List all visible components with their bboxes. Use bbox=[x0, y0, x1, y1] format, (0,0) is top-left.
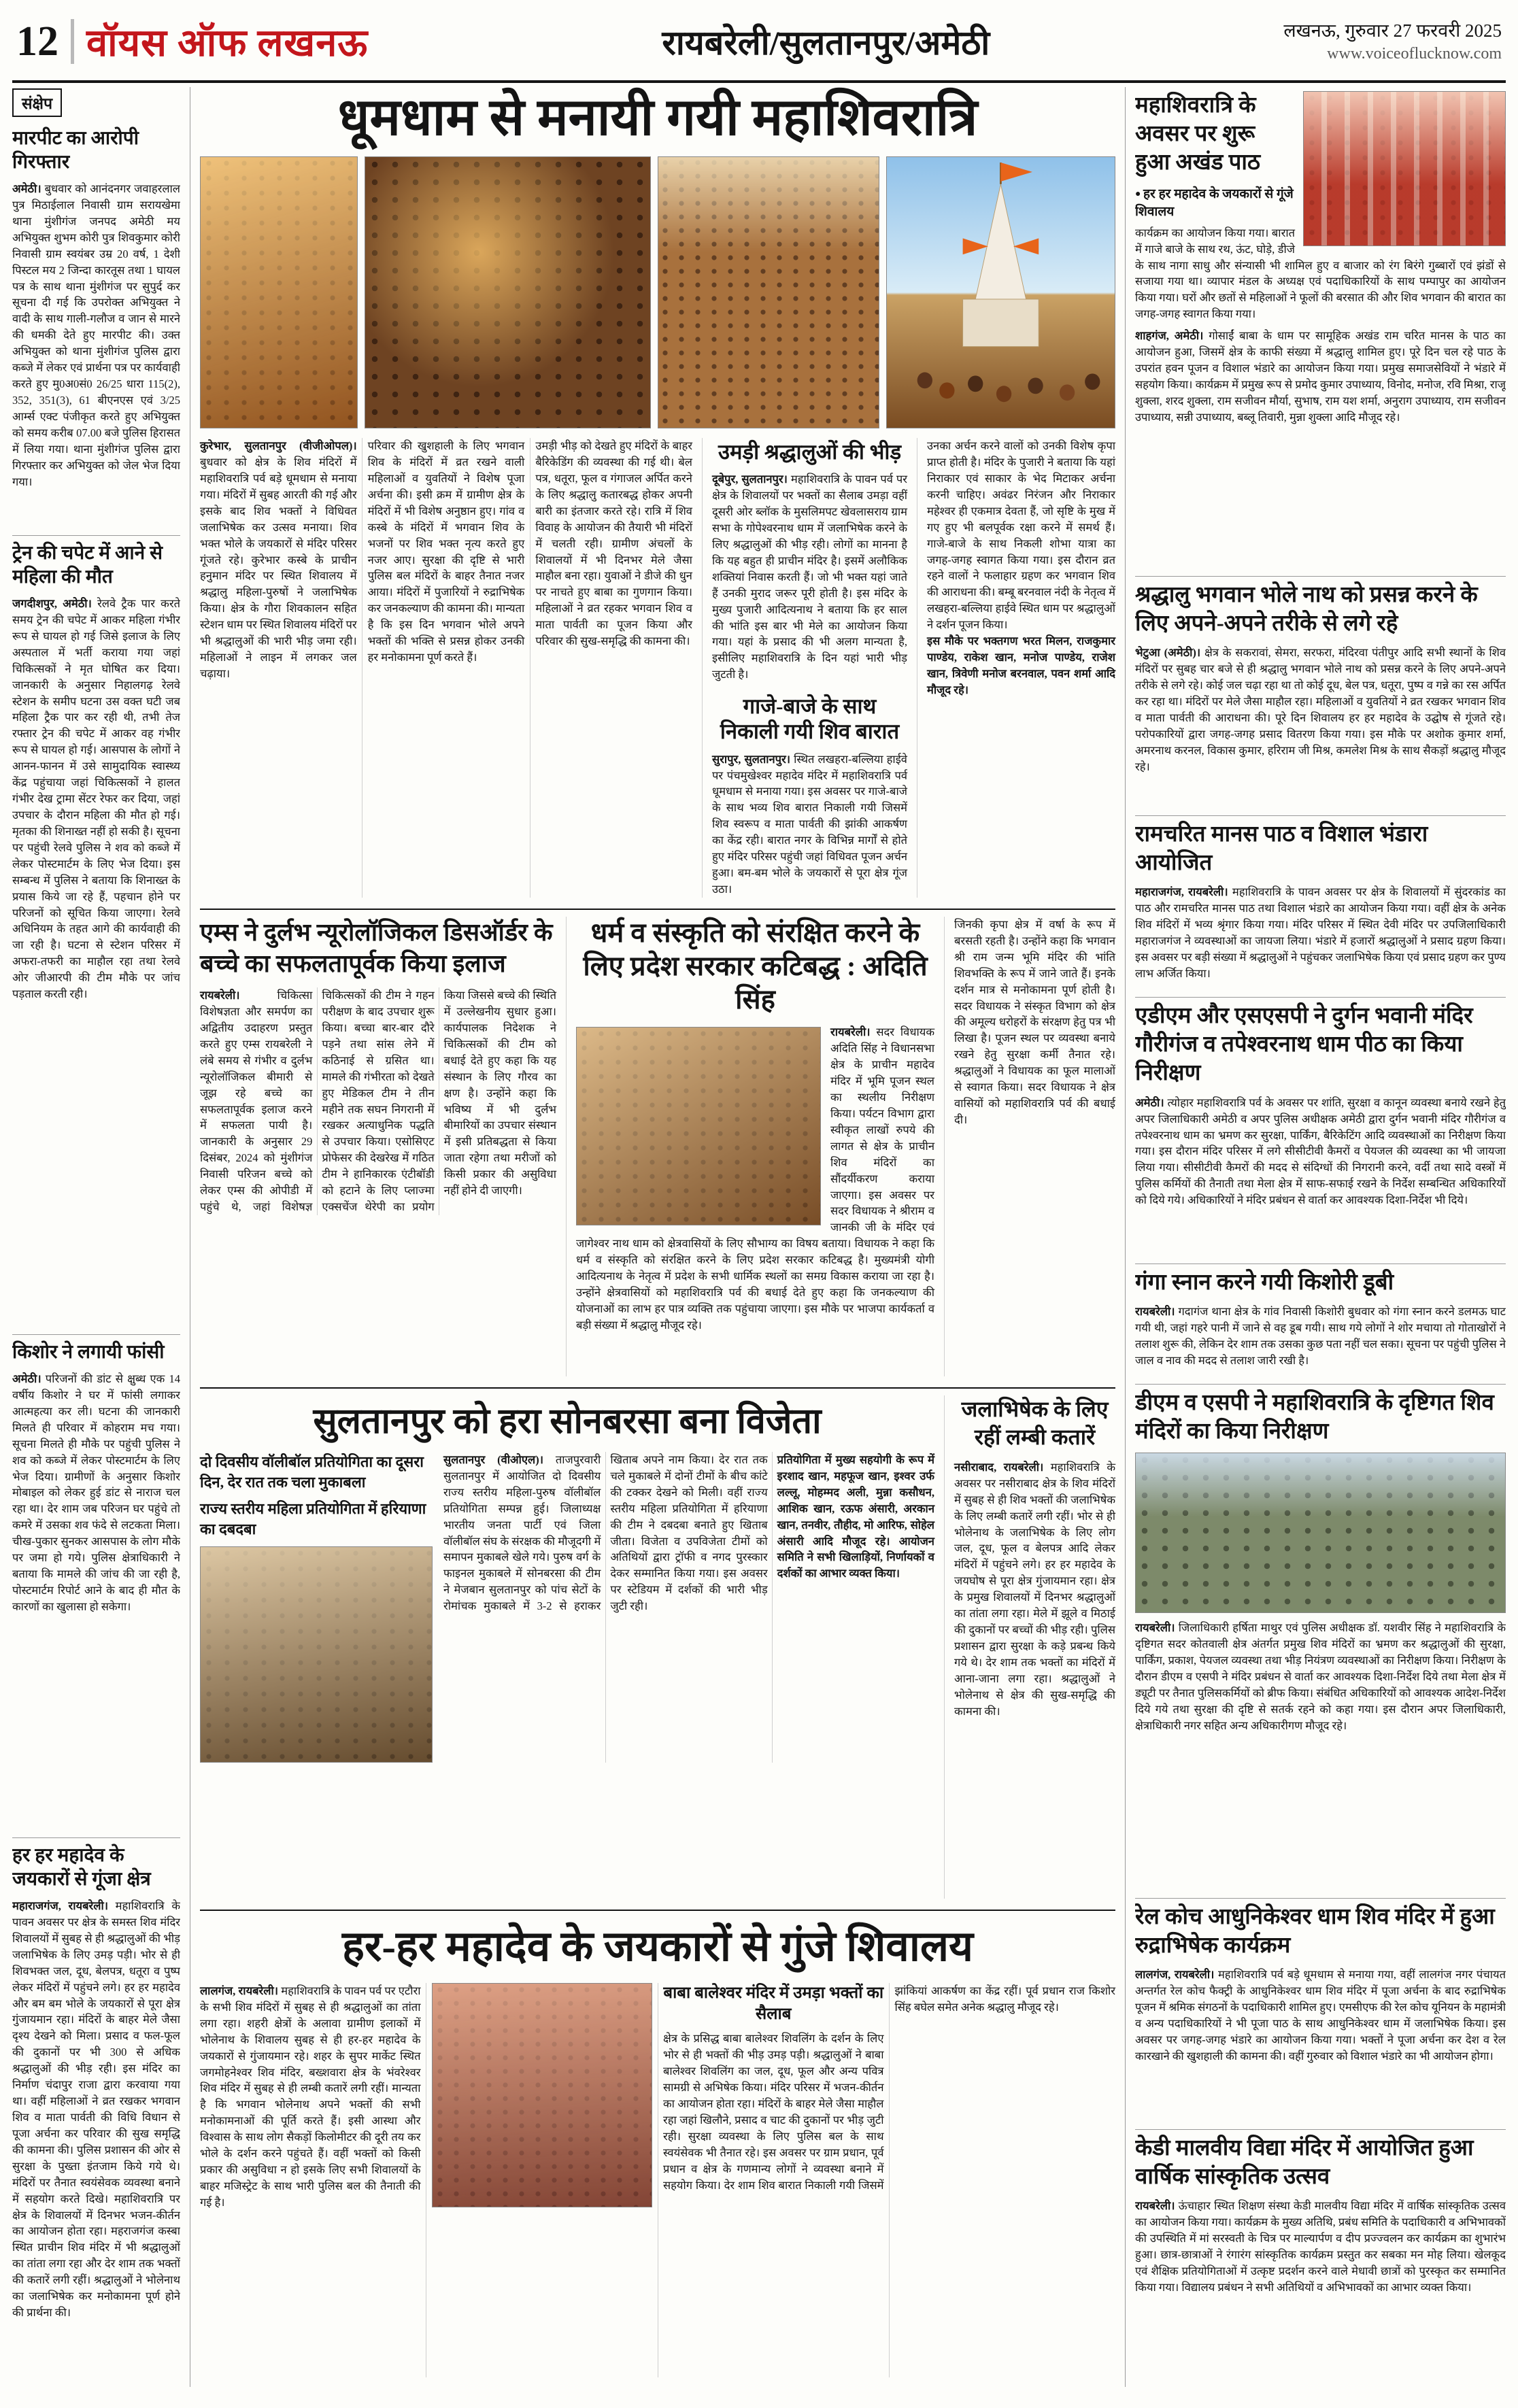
drowned-dateline: रायबरेली। bbox=[1135, 1305, 1175, 1319]
photo-akhand-path-gathering bbox=[1303, 91, 1506, 246]
volleyball-dateline: सुलतानपुर (वीओएल)। bbox=[443, 1453, 543, 1466]
bhetua-headline: श्रद्धालु भगवान भोले नाथ को प्रसन्न करने के लिए अपने-अपने तरीके से लगे रहे bbox=[1135, 583, 1478, 637]
aiims-body: चिकित्सा विशेषज्ञता और समर्पण का अद्वितीय उदाहरण प्रस्तुत करते हुए एम्स रायबरेली ने लंबे समय से गंभीर व दुर्लभ न्यूरोलॉजिकल बीमारी से जूझ रहे बच्चे का सफलतापूर्वक इलाज करने में सफलता पायी है। जानकारी के अनुसार 29 दिसंबर, 2024 को मुंशीगंज निवासी परिजन बच्चे को लेकर एम्स की ओपीडी में पहुंचे थे, जहां विशेषज्ञ चिकित्सकों की टीम ने गहन परीक्षण के बाद उपचार शुरू किया। बच्चा बार-बार दौरे पड़ने तथा सांस लेने में कठिनाई से ग्रसित था। मामले की गंभीरता को देखते हुए मेडिकल टीम ने तीन महीने तक सघन निगरानी में रखकर अत्याधुनिक पद्धति से उपचार किया। एसोसिएट प्रोफेसर की देखरेख में गठित टीम ने हानिकारक एंटीबॉडी को हटाने के लिए प्लाज्मा एक्सचेंज थेरेपी का प्रयोग किया जिससे बच्चे की स्थिति में उल्लेखनीय सुधार हुआ। कार्यपालक निदेशक ने चिकित्सकों की टीम को बधाई देते हुए कहा कि यह संस्थान के लिए गौरव का क्षण है। उन्होंने कहा कि भविष्य में भी दुर्लभ बीमारियों का उपचार संस्थान में इसी प्रतिबद्धता से किया जाता रहेगा तथा मरीजों को किसी प्रकार की असुविधा नहीं होने दी जाएगी। bbox=[200, 989, 556, 1214]
volleyball-subhead-1: दो दिवसीय वॉलीबॉल प्रतियोगिता का दूसरा दिन, देर रात तक चला मुकाबला bbox=[200, 1453, 424, 1491]
aiims-headline: एम्स ने दुर्लभ न्यूरोलॉजिकल डिसऑर्डर के बच्चे का सफलतापूर्वक किया इलाज bbox=[200, 918, 553, 977]
mid-section-row bbox=[200, 909, 1115, 1376]
kd-malviya-dateline: रायबरेली। bbox=[1135, 2199, 1175, 2213]
lead-headline: धूमधाम से मनायी गयी महाशिवरात्रि bbox=[337, 89, 978, 146]
jalabhishek-dateline: नसीराबाद, रायबरेली। bbox=[954, 1460, 1044, 1474]
edition-dateline: लखनऊ, गुरुवार 27 फरवरी 2025 bbox=[1283, 20, 1502, 41]
umdi-body: महाशिवरात्रि के पावन पर्व पर क्षेत्र के शिवालयों पर भक्तों का सैलाब उमड़ा वहीं दूसरी ओर ब्लॉक के मुसलिमपट खेवलासराय ग्राम सभा के गोपेश्वरनाथ धाम में जलाभिषेक करने के लिए श्रद्धालुओं की भीड़ रही। लोगों का मानना है कि यह बहुत ही प्राचीन मंदिर है। इसमें अलौकिक शक्तियां निवास करती हैं। जो भी भक्त यहां जाते हैं उनकी मुराद जरूर पूरी होती है। इस मंदिर के मुख्य पुजारी आदित्यनाथ ने बताया कि हर साल की भांति इस बार भी मेले का आयोजन किया गया। यहां के प्रसाद की भी अलग मान्यता है, इसीलिए महाशिवरात्रि के दिन यहां भारी भीड़ जुटती है। bbox=[712, 473, 907, 681]
lead-tail-text: उनका अर्चन करने वालों को उनकी विशेष कृपा प्राप्त होती है। मंदिर के पुजारी ने बताया कि यहां निराकार एवं साकार के भेद मिटाकर अर्चना करनी चाहिए। अवंढर निरंजन और निराकार महेश्वर ही एकमात्र देवता हैं, जो सृष्टि के मुख में गए हुए भी बलपूर्वक रक्षा करने में समर्थ हैं। गाजे-बाजे के साथ निकली शोभा यात्रा का जगह-जगह स्वागत किया गया। इस दौरान व्रत रहने वालों ने फलाहार ग्रहण कर भगवान शिव की आराधना की। बम्बू बरनवाल नंदी के नेतृत्व में लखहरा-बल्लिया हाईवे स्थित धाम पर श्रद्धालुओं ने दर्शन पूजन किया। bbox=[927, 439, 1115, 632]
volleyball-body-columns bbox=[443, 1452, 934, 1763]
manas-path-dateline: महाराजगंज, रायबरेली। bbox=[1135, 885, 1228, 899]
shivalay-subhead: बाबा बालेश्वर मंदिर में उमड़ा भक्तों का सैलाब bbox=[663, 1984, 884, 2024]
main-column bbox=[190, 87, 1125, 2387]
manas-path-headline: रामचरित मानस पाठ व विशाल भंडारा आयोजित bbox=[1135, 822, 1428, 876]
brief-headline: मारपीट का आरोपी गिरफ्तार bbox=[12, 128, 139, 173]
article-shivalay-banner bbox=[200, 1910, 1115, 2377]
dm-sp-headline: डीएम व एसपी ने महाशिवरात्रि के दृष्टिगत शिव मंदिरों का किया निरीक्षण bbox=[1135, 1390, 1494, 1444]
aiims-dateline: रायबरेली। bbox=[200, 989, 240, 1002]
article-manas-path-bhandara bbox=[1135, 816, 1506, 998]
photo-temple-interior-puja bbox=[365, 156, 651, 428]
brief-headline: ट्रेन की चपेट में आने से महिला की मौत bbox=[12, 543, 163, 588]
jalabhishek-headline: जलाभिषेक के लिए रहीं लम्बी कतारें bbox=[961, 1396, 1109, 1449]
article-aditi-singh bbox=[566, 917, 934, 1376]
brief-headline: हर हर महादेव के जयकारों से गूंजा क्षेत्र bbox=[12, 1845, 151, 1890]
kd-malviya-body: ऊंचाहार स्थित शिक्षण संस्था केडी मालवीय विद्या मंदिर में वार्षिक सांस्कृतिक उत्सव का आयोजन किया गया। कार्यक्रम के मुख्य अतिथि, प्रबंध समिति के पदाधिकारी व अभिभावकों की उपस्थिति में मां सरस्वती के चित्र पर माल्यार्पण व दीप प्रज्ज्वलन कर कार्यक्रम का शुभारंभ हुआ। छात्र-छात्राओं ने रंगारंग सांस्कृतिक कार्यक्रम प्रस्तुत कर सबका मन मोह लिया। खेलकूद एवं शैक्षिक प्रतियोगिताओं में उत्कृष्ट प्रदर्शन करने वाले मेधावी छात्रों को पुरस्कृत कर सम्मानित किया गया। विद्यालय प्रबंधन ने सभी अतिथियों व अभिभावकों का आभार व्यक्त किया। bbox=[1135, 2199, 1506, 2294]
right-rail bbox=[1125, 87, 1506, 2387]
akhand-path-body-2: गोसाईं बाबा के धाम पर सामूहिक अखंड राम चरित मानस के पाठ का आयोजन हुआ, जिसमें क्षेत्र के काफी संख्या में श्रद्धालु शामिल हुए। पूरे दिन चल रहे पाठ के उपरांत हवन पूजन व विशाल भंडारे का आयोजन किया गया। प्रमुख समाजसेवियों ने भंडारे में सहयोग किया। कार्यक्रम में प्रमुख रूप से प्रमोद कुमार उपाध्याय, विनोद, मनोज, रवि मिश्रा, राजू शुक्ला, शरद शुक्ला, राम सजीवन मौर्या, सुभाष, राम यश शर्मा, अनुराग उपाध्याय, राम सजीवन उपाध्याय, सन्नी उपाध्याय, बब्लू तिवारी, मुन्ना शुक्ला आदि मौजूद रहे। bbox=[1135, 329, 1506, 424]
briefs-kicker: संक्षेप bbox=[12, 88, 62, 117]
article-kd-malviya-utsav bbox=[1135, 2130, 1506, 2311]
drowned-headline: गंगा स्नान करने गयी किशोरी डूबी bbox=[1135, 1270, 1394, 1295]
article-adm-ssp-inspection bbox=[1135, 998, 1506, 1264]
brief-har-har-mahadev bbox=[12, 1838, 180, 2330]
article-rail-coach-rudrabhishek bbox=[1135, 1899, 1506, 2130]
aditi-continuation-text: जिनकी कृपा क्षेत्र में वर्षा के रूप में बरसती रहती है। उन्होंने कहा कि भगवान श्री राम जन्म भूमि मंदिर की भांति शिवभक्ति के रूप में जाने जाते हैं। इनके दर्शन मात्र से मनोकामना पूर्ण होती है। सदर विधायक ने संस्कृत विभाग को क्षेत्र की अमूल्य धरोहरों के संरक्षण हेतु पत्र भी लिखा है। पूजन स्थल पर व्यवस्था बनाये रखने हेतु सुरक्षा कर्मी तैनात रहे। श्रद्धालुओं ने विधायक का फूल मालाओं से स्वागत किया। सदर विधायक ने क्षेत्र वासियों को महाशिवरात्रि पर्व की बधाई दी। bbox=[954, 917, 1115, 1126]
adm-ssp-headline: एडीएम और एसएसपी ने दुर्गन भवानी मंदिर गौरीगंज व तपेश्वरनाथ धाम पीठ का किया निरीक्षण bbox=[1135, 1004, 1473, 1086]
barat-dateline: सुरापुर, सुलतानपुर। bbox=[712, 752, 791, 766]
shivalay-body-columns bbox=[200, 1983, 1115, 2377]
photo-dm-sp-temple-visit bbox=[1135, 1453, 1506, 1613]
photo-temple-with-saffron-flags bbox=[886, 156, 1115, 428]
volleyball-headline: सुलतानपुर को हरा सोनबरसा बना विजेता bbox=[313, 1402, 822, 1441]
sports-section-row bbox=[200, 1387, 1115, 1899]
masthead-divider bbox=[71, 19, 74, 64]
volleyball-names: प्रतियोगिता में मुख्य सहयोगी के रूप में इरशाद खान, महफूज खान, इश्वर उर्फ लल्लू, मोहम्मद अली, मुन्ना कसौधन, आशिक खान, रऊफ अंसारी, अरकान खान, तनवीर, तौहीद, मो आरिफ, सोहेल अंसारी आदि मौजूद रहे। आयोजन समिति ने सभी खिलाड़ियों, निर्णायकों व दर्शकों का आभार व्यक्त किया। bbox=[777, 1453, 934, 1580]
lead-tail-names: इस मौके पर भक्तगण भरत मिलन, राजकुमार पाण्डेय, राकेश खान, मनोज पाण्डेय, राजेश खान, त्रिवेणी मनोज बरनवाल, पवन शर्मा आदि मौजूद रहे। bbox=[927, 634, 1115, 696]
aditi-dateline: रायबरेली। bbox=[830, 1025, 871, 1039]
shivalay-headline: हर-हर महादेव के जयकारों से गुंजे शिवालय bbox=[342, 1923, 973, 1970]
brief-teen-suicide bbox=[12, 1335, 180, 1838]
volleyball-body: ताजपुरवारी सुलतानपुर में आयोजित दो दिवसीय राज्य स्तरीय महिला-पुरुष वॉलीबॉल प्रतियोगिता सम्पन्न हुई। जिलाध्यक्ष भारतीय जनता पार्टी एवं जिला वॉलीबॉल संघ के संरक्षक की मौजूदगी में समापन मुकाबले खेले गये। पुरुष वर्ग के फाइनल मुकाबले में सोनबरसा की टीम ने मेजबान सुलतानपुर को पांच सेटों के रोमांचक मुकाबले में 3-2 से हराकर खिताब अपने नाम किया। देर रात तक चले मुकाबले में दोनों टीमों के बीच कांटे की टक्कर देखने को मिली। वहीं राज्य स्तरीय महिला प्रतियोगिता में हरियाणा की टीम ने दबदबा बनाते हुए खिताब जीता। विजेता व उपविजेता टीमों को अतिथियों द्वारा ट्रॉफी व नगद पुरस्कार देकर सम्मानित किया गया। इस अवसर पर स्टेडियम में दर्शकों की भारी भीड़ जुटी रही। bbox=[443, 1453, 768, 1613]
photo-devotees-offering bbox=[200, 156, 358, 428]
article-jalabhishek-queues bbox=[944, 1395, 1115, 1899]
manas-path-body: महाशिवरात्रि के पावन अवसर पर क्षेत्र के शिवालयों में सुंदरकांड का पाठ और रामचरित मानस पाठ तथा विशाल भंडारे का आयोजन किया गया। वहीं क्षेत्र के अनेक शिव मंदिरों में भव्य श्रृंगार किया गया। मंदिर परिसर में स्थित देवी मंदिर पर उपजिलाधिकारी महाराजगंज ने व्यवस्थाओं का जायजा लिया। भंडारे में हजारों श्रद्धालुओं ने प्रसाद ग्रहण किया। इस अवसर पर बड़ी संख्या में श्रद्धालुओं ने पहुंचकर जलाभिषेक किया एवं प्रसाद ग्रहण कर पुण्य लाभ अर्जित किया। bbox=[1135, 885, 1506, 981]
barat-headline: गाजे-बाजे के साथ निकाली गयी शिव बारात bbox=[720, 694, 900, 744]
brief-body: रेलवे ट्रैक पार करते समय ट्रेन की चपेट में आकर महिला गंभीर रूप से घायल हो गई जिसे इलाज के लिए अस्पताल में भर्ती कराया गया जहां चिकित्सकों ने मृत घोषित कर दिया। जानकारी के अनुसार निहालगढ़ रेलवे स्टेशन के समीप घटना उस वक्त घटी जब महिला ट्रैक पार कर रही थी, तभी तेज रफ्तार ट्रेन की चपेट में आकर वह गंभीर रूप से घायल हो गई। आसपास के लोगों ने आनन-फानन में उसे सामुदायिक स्वास्थ्य केंद्र पहुंचाया जहां चिकित्सकों ने हालत गंभीर देख ट्रामा सेंटर रेफर कर दिया, जहां उपचार के दौरान महिला की मौत हो गई। मृतका की शिनाख्त नहीं हो सकी है। सूचना पर पहुंची रेलवे पुलिस ने शव को कब्जे में लेकर पोस्टमार्टम के लिए भेज दिया। इस सम्बन्ध में पुलिस ने बताया कि शिनाख्त के प्रयास किये जा रहे हैं, पहचान होने पर परिजनों को सूचित किया जाएगा। रेलवे अधिनियम के तहत आगे की कार्यवाही की जा रही है। घटना से स्टेशन परिसर में अफरा-तफरी का माहौल रहा तथा रेलवे ओर जीआरपी की टीम मौके पर जांच पड़ताल करती रही। bbox=[12, 597, 180, 1001]
aditi-headline: धर्म व संस्कृति को संरक्षित करने के लिए प्रदेश सरकार कटिबद्ध : अदिति सिंह bbox=[583, 917, 928, 1015]
brief-body: महाशिवरात्रि के पावन अवसर पर क्षेत्र के समस्त शिव मंदिर शिवालयों में सुबह से ही श्रद्धालुओं की भीड़ जलाभिषेक के लिए उमड़ पड़ी। भोर से ही शिवभक्त जल, दूध, बेलपत्र, धतूरा व पुष्प लेकर मंदिरों में पहुंचने लगे। हर हर महादेव और बम बम भोले के जयकारों से पूरा क्षेत्र गुंजायमान रहा। मंदिरों के बाहर मेले जैसा दृश्य देखने को मिला। प्रसाद व फल-फूल की दुकानों पर भी 300 से अधिक श्रद्धालुओं की भीड़ रही। इस मंदिर का निर्माण चंदापुर राजा द्वारा करवाया गया था। वहीं महिलाओं ने व्रत रखकर भगवान शिव व माता पार्वती की विधि विधान से पूजा अर्चना कर परिवार की सुख समृद्धि की कामना की। पुलिस प्रशासन की ओर से सुरक्षा के पुख्ता इंतजाम किये गये थे। मंदिरों पर तैनात स्वयंसेवक व्यवस्था बनाने में सहयोग करते दिखे। महाशिवरात्रि पर क्षेत्र के शिवालयों में दिनभर भजन-कीर्तन का आयोजन होता रहा। महराजगंज कस्बा स्थित प्राचीन शिव मंदिर में भी श्रद्धालुओं का तांता लगा रहा और देर शाम तक भक्तों की कतारें लगी रहीं। श्रद्धालुओं ने भोलेनाथ का जलाभिषेक कर मनोकामना पूर्ण होने की प्रार्थना की। bbox=[12, 1899, 180, 2320]
drowned-body: गदागंज थाना क्षेत्र के गांव निवासी किशोरी बुधवार को गंगा स्नान करने डलमऊ घाट गयी थी, जहां गहरे पानी में जाने से वह डूब गयी। साथ गये लोगों ने शोर मचाया तो गोताखोरों ने तलाश शुरू की, लेकिन देर शाम तक उसका कुछ पता नहीं चल सका। सूचना पर पहुंची पुलिस ने जाल व नाव की मदद से तलाश जारी रखी है। bbox=[1135, 1305, 1506, 1367]
page-header bbox=[12, 7, 1506, 83]
umdi-dateline: दूबेपुर, सुलतानपुर। bbox=[712, 473, 788, 486]
brief-arrest bbox=[12, 121, 180, 536]
lead-col-2: परिवार की खुशहाली के लिए भगवान शिव के मंदिरों में व्रत रखने वाली महिलाओं व युवतियों ने विशेष पूजा अर्चना की। इसी क्रम में ग्रामीण क्षेत्र के मंदिरों में भी विशेष अनुष्ठान हुए। गांव व कस्बे के मंदिरों में भगवान शिव के भजनों पर शिव भक्त नृत्य करते हुए नजर आए। सुरक्षा की दृष्टि से भारी पुलिस बल मंदिरों के बाहर तैनात नजर आया। मंदिरों में पुजारियों ने रुद्राभिषेक कर जनकल्याण की कामना की। मान्यता है कि इस दिन भगवान भोले अपने भक्तों की भक्ति से प्रसन्न होकर उनकी हर मनोकामना पूर्ण करते हैं। bbox=[367, 439, 525, 664]
region-title: रायबरेली/सुलतानपुर/अमेठी bbox=[662, 24, 990, 62]
brief-dateline: अमेठी। bbox=[12, 1372, 41, 1385]
jalabhishek-body: महाशिवरात्रि के अवसर पर नसीराबाद क्षेत्र के शिव मंदिरों में सुबह से ही शिव भक्तों की जलाभिषेक के लिए लम्बी कतारें लगी रहीं। भोर से ही भोलेनाथ के जलाभिषेक के लिए लोग जल, दूध, फूल व बेलपत्र आदि लेकर मंदिरों में पहुंचने लगे। हर हर महादेव के जयघोष से पूरा क्षेत्र गुंजायमान रहा। क्षेत्र के प्रमुख शिवालयों में दिनभर श्रद्धालुओं का तांता लगा रहा। मेले में झूले व मिठाई की दुकानों पर बच्चों की भीड़ रही। पुलिस प्रशासन द्वारा सुरक्षा के कड़े प्रबन्ध किये गये थे। देर शाम तक भक्तों का मंदिरों में आना-जाना लगा रहा। श्रद्धालुओं ने भोलेनाथ से क्षेत्र की सुख-समृद्धि की कामना की। bbox=[954, 1460, 1115, 1718]
barat-body: स्थित लखहरा-बल्लिया हाईवे पर पंचमुखेश्वर महादेव मंदिर में महाशिवरात्रि पर्व धूमधाम से मनाया गया। इस अवसर पर गाजे-बाजे के साथ भव्य शिव बारात निकाली गयी जिसमें शिव स्वरूप व माता पार्वती की झांकी आकर्षण का केंद्र रही। बारात नगर के विभिन्न मार्गों से होते हुए मंदिर परिसर पहुंची जहां विधिवत पूजन अर्चन हुआ। बम-बम भोले के जयकारों से पूरा क्षेत्र गूंज उठा। bbox=[712, 752, 907, 896]
temple-illustration bbox=[887, 157, 1115, 428]
volleyball-left-column bbox=[200, 1452, 433, 1763]
rail-coach-body: महाशिवरात्रि पर्व बड़े धूमधाम से मनाया गया, वहीं लालगंज नगर पंचायत अन्तर्गत रेल कोच फैक्ट्री के आधुनिकेश्वर धाम शिव मंदिर में पूजा अर्चना के बाद रुद्राभिषेक पूजन में श्रमिक संगठनों के पदाधिकारी शामिल हुए। एमसीएफ की रेल कोच यूनियन के महामंत्री व अन्य पदाधिकारियों ने भी पूजा पाठ के साथ आधुनिकेश्वर धाम में जलाभिषेक किया। इस अवसर पर जगह-जगह भंडारे का आयोजन किया गया। भक्तों ने पूजा अर्चना कर देश व रेल कारखाने की खुशहाली की कामना की। वहीं गुरुवार को विशाल भंडारे का भी आयोजन होगा। bbox=[1135, 1968, 1506, 2063]
brief-dateline: जगदीशपुर, अमेठी। bbox=[12, 597, 92, 610]
lead-story bbox=[200, 428, 1115, 898]
briefs-column bbox=[12, 87, 190, 2387]
kd-malviya-headline: केडी मालवीय विद्या मंदिर में आयोजित हुआ वार्षिक सांस्कृतिक उत्सव bbox=[1135, 2135, 1474, 2190]
shivalay-body-1: महाशिवरात्रि के पावन पर्व पर एटौरा के सभी शिव मंदिरों में सुबह से ही श्रद्धालुओं का तांता लगा रहा। शहरी क्षेत्रों के अलावा ग्रामीण इलाकों में भोलेनाथ के शिवालय सुबह से ही हर-हर महादेव के जयकारों से गुंजायमान रहे। शहर के सुपर मार्केट स्थित जगमोहनेश्वर शिव मंदिर, बख्शवारा क्षेत्र के भंवरेश्वर शिव मंदिर में सुबह से ही लम्बी कतारें लगी रहीं। मान्यता है कि भगवान भोलेनाथ अपने भक्तों की सभी मनोकामनाओं की पूर्ति करते हैं। इसी आस्था और विश्वास के साथ लोग सैकड़ों किलोमीटर की दूरी तय कर भोले के दर्शन करने पहुंचते हैं। वहीं भक्तों को किसी प्रकार की असुविधा न हो इसके लिए सभी शिवालयों के बाहर मजिस्ट्रेट के साथ भारी पुलिस बल की तैनाती की गई है। bbox=[200, 1984, 421, 2209]
shivalay-body-2: क्षेत्र के प्रसिद्ध बाबा बालेश्वर शिवलिंग के दर्शन के लिए भोर से ही भक्तों की भीड़ उमड़ पड़ी। श्रद्धालुओं ने बाबा बालेश्वर शिवलिंग का जल, दूध, फूल और अन्य पवित्र सामग्री से अभिषेक किया। मंदिर परिसर में भजन-कीर्तन का आयोजन होता रहा। मंदिरों के बाहर मेले जैसा माहौल रहा जहां खिलौने, प्रसाद व चाट की दुकानों पर भीड़ जुटी रही। सुरक्षा व्यवस्था के लिए पुलिस बल के साथ स्वयंसेवक भी तैनात रहे। इस अवसर पर ग्राम प्रधान, पूर्व प्रधान व क्षेत्र के गणमान्य लोगों ने व्यवस्था बनाने में सहयोग किया। देर शाम शिव बारात निकाली गयी जिसमें झांकियां आकर्षण का केंद्र रहीं। पूर्व प्रधान राज किशोर सिंह बघेल समेत अनेक श्रद्धालु मौजूद रहे। bbox=[663, 1984, 1115, 2192]
lead-dateline: कुरेभार, सुलतानपुर (वीजीओपल)। bbox=[200, 439, 357, 453]
website-url: www.voiceoflucknow.com bbox=[1327, 45, 1502, 63]
lead-col-1: बुधवार को क्षेत्र के शिव मंदिरों में महाशिवरात्रि पर्व बड़े धूमधाम से मनाया गया। मंदिरों में सुबह आरती की गई और इसके बाद शिव भक्तों ने विधिवत जलाभिषेक कर उत्सव मनाया। शिव भक्त भोले के जयकारों से मंदिर परिसर गूंजते रहे। कुरेभार कस्बे के प्राचीन हनुमान मंदिर पर स्थित शिवालय में श्रद्धालु महिला-पुरुषों ने जलाभिषेक किया। क्षेत्र के गौरा शिवकालन सहित स्टेशन धाम पर स्थित शिवालय मंदिरों पर भी श्रद्धालुओं की भारी भीड़ जमा रही। महिलाओं ने लाइन में लगकर जल चढ़ाया। bbox=[200, 456, 357, 680]
umdi-headline: उमड़ी श्रद्धालुओं की भीड़ bbox=[718, 440, 902, 464]
akhand-path-body-1: कार्यक्रम का आयोजन किया गया। बारात में गाजे बाजे के साथ रथ, ऊंट, घोड़े, डीजे के साथ नागा साधु और संन्यासी भी शामिल हुए व बाजार को रंग बिरंगे गुब्बारों एवं झंडों से सजाया गया था। व्यापार मंडल के अध्यक्ष एवं पदाधिकारियों के साथ पम्पापुर का आयोजन किया गया। घरों और छतों से महिलाओं ने फूलों की बरसात की और शिव भगवान की बारात का जगह-जगह स्वागत किया गया। bbox=[1135, 226, 1506, 321]
rail-coach-dateline: लालगंज, रायबरेली। bbox=[1135, 1968, 1215, 1982]
page-number: 12 bbox=[16, 18, 58, 65]
rail-coach-headline: रेल कोच आधुनिकेश्वर धाम शिव मंदिर में हुआ रुद्राभिषेक कार्यक्रम bbox=[1135, 1904, 1495, 1958]
bhetua-body: क्षेत्र के सकरावां, सेमरा, सरफरा, मंदिरवा पंतीपुर आदि सभी स्थानों के शिव मंदिरों पर सुबह चार बजे से ही श्रद्धालु भगवान भोले नाथ को प्रसन्न करने के लिए अपने-अपने तरीके से लगे रहे। कोई जल चढ़ा रहा था तो कोई दूध, बेल पत्र, धतूरा, पुष्प व गन्ने का रस अर्पित कर रहा था। मंदिरों पर मेले जैसा माहौल रहा। महिलाओं व युवतियों ने व्रत रखकर भगवान शिव व माता पार्वती की आराधना की। पूरे दिन शिवालय हर हर महादेव के उद्घोष से गूंजते रहे। परोपकारियों द्वारा जगह-जगह प्रसाद वितरण किया गया। इस मौके पर अशोक कुमार शर्मा, अमरनाथ करनल, विकास कुमार, हरिराम जी मिश्र, कमलेश मिश्र के साथ सैकड़ों श्रद्धालु मौजूद रहे। bbox=[1135, 646, 1506, 773]
brief-body: परिजनों की डांट से क्षुब्ध एक 14 वर्षीय किशोर ने घर में फांसी लगाकर आत्महत्या कर ली। घटना की जानकारी मिलते ही परिवार में कोहराम मच गया। सूचना मिलते ही मौके पर पहुंची पुलिस ने शव को कब्जे में लेकर पोस्टमार्टम के लिए भेज दिया। ग्रामीणों के अनुसार किशोर मोबाइल को लेकर हुई डांट से नाराज चल रहा था। देर शाम जब परिजन घर पहुंचे तो कमरे में उसका शव फंदे से लटकता मिला। चीख-पुकार सुनकर आसपास के लोग मौके पर जमा हो गये। पुलिस क्षेत्राधिकारी ने बताया कि मामले की जांच की जा रही है, पोस्टमार्टम रिपोर्ट आने के बाद ही मौत के कारणों का खुलासा हो सकेगा। bbox=[12, 1372, 180, 1613]
adm-ssp-dateline: अमेठी। bbox=[1135, 1096, 1164, 1109]
article-girl-drowned bbox=[1135, 1264, 1506, 1385]
article-akhand-path bbox=[1135, 87, 1506, 577]
article-volleyball bbox=[200, 1395, 934, 1899]
article-dm-sp-inspection bbox=[1135, 1385, 1506, 1899]
photo-trophy-presentation bbox=[200, 1546, 433, 1763]
dm-sp-body: जिलाधिकारी हर्षिता माथुर एवं पुलिस अधीक्षक डॉ. यशवीर सिंह ने महाशिवरात्रि के दृष्टिगत सदर कोतवाली क्षेत्र अंतर्गत प्रमुख शिव मंदिरों का भ्रमण कर श्रद्धालुओं की सुरक्षा, पार्किंग, प्रकाश, पेयजल व्यवस्था तथा भीड़ नियंत्रण व्यवस्थाओं का निरीक्षण किया। निरीक्षण के दौरान डीएम व एसपी ने मंदिर प्रबंधन से वार्ता कर आवश्यक दिशा-निर्देश दिये तथा मेला क्षेत्र में ड्यूटी पर तैनात पुलिसकर्मियों को ब्रीफ किया। संबंधित अधिकारियों को आवश्यक आदेश-निर्देश दिये गये तथा सुरक्षा की दृष्टि से सतर्क रहने को कहा गया। इस दौरान अपर जिलाधिकारी, क्षेत्राधिकारी नगर सहित अन्य अधिकारीगण मौजूद रहे। bbox=[1135, 1621, 1506, 1732]
lead-tail-column bbox=[917, 438, 1115, 898]
dm-sp-dateline: रायबरेली। bbox=[1135, 1621, 1175, 1635]
akhand-path-dateline: शाहगंज, अमेठी। bbox=[1135, 329, 1204, 343]
akhand-path-bullet-lead: ● हर हर महादेव के जयकारों से गूंजे शिवालय bbox=[1135, 184, 1506, 220]
brief-dateline: महाराजगंज, रायबरेली। bbox=[12, 1899, 108, 1912]
brief-train-death bbox=[12, 536, 180, 1335]
photo-crowd-at-shivalaya bbox=[658, 156, 879, 428]
shivalay-dateline: लालगंज, रायबरेली। bbox=[200, 1984, 279, 1997]
brief-headline: किशोर ने लगायी फांसी bbox=[12, 1342, 165, 1363]
adm-ssp-body: त्योहार महाशिवरात्रि पर्व के अवसर पर शांति, सुरक्षा व कानून व्यवस्था बनाये रखने हेतु अपर जिलाधिकारी अमेठी व अपर पुलिस अधीक्षक अमेठी द्वारा दुर्गन भवानी मंदिर गौरीगंज व तपेश्वरनाथ धाम का भ्रमण कर सुरक्षा, पार्किंग, बैरिकेटिंग आदि व्यवस्थाओं का निरीक्षण किया गया। इस दौरान मंदिर परिसर में लगे सीसीटीवी कैमरों व पेयजल की व्यवस्था का भी जायजा लिया गया। सीसीटीवी कैमरों की मदद से संदिग्धों की निगरानी करने, वर्दी तथा सादे वस्त्रों में पुलिस कर्मियों की तैनाती तथा मेला क्षेत्र में साफ-सफाई रखने के निर्देश सम्बन्धित अधिकारियों को दिये गये। अधिकारियों ने मंदिर प्रबंधन से वार्ता कर आवश्यक दिशा-निर्देश भी दिये। bbox=[1135, 1096, 1506, 1207]
photo-aditi-singh-site-inspection bbox=[576, 1027, 821, 1225]
article-aiims bbox=[200, 917, 556, 1376]
lead-side-column bbox=[702, 438, 907, 898]
brief-dateline: अमेठी। bbox=[12, 182, 41, 195]
lead-photo-row bbox=[200, 156, 1115, 428]
aditi-continuation-column bbox=[944, 917, 1115, 1376]
lead-story-columns bbox=[200, 438, 692, 898]
lead-col-3: उमड़ी भीड़ को देखते हुए मंदिरों के बाहर बैरिकेडिंग की व्यवस्था की गई थी। बेल पत्र, धतूरा, फूल व गंगाजल अर्पित करने के लिए श्रद्धालु कतारबद्ध होकर अपनी बारी का इंतजार करते रहे। रात्रि में शिव विवाह के आयोजन की तैयारी भी मंदिरों में चलती रही। ग्रामीण अंचलों के शिवालयों में भी दिनभर मेले जैसा माहौल बना रहा। युवाओं ने डीजे की धुन पर नाचते हुए बाबा का गुणगान किया। महिलाओं ने व्रत रहकर भगवान शिव व माता पार्वती का पूजन किया और परिवार की सुख-समृद्धि की कामना की। bbox=[535, 439, 692, 648]
aditi-body: सदर विधायक अदिति सिंह ने विधानसभा क्षेत्र के प्राचीन महादेव मंदिर में भूमि पूजन स्थल का स्थलीय निरीक्षण किया। पर्यटन विभाग द्वारा स्वीकृत लाखों रुपये की लागत से क्षेत्र के प्राचीन शिव मंदिरों का सौंदर्यीकरण कराया जाएगा। इस अवसर पर सदर विधायक ने श्रीराम व जानकी जी के मंदिर एवं जागेश्वर नाथ धाम को क्षेत्रवासियों के लिए सौभाग्य का विषय बताया। विधायक ने कहा कि धर्म व संस्कृति को संरक्षित करने के लिए प्रदेश सरकार कटिबद्ध है। मुख्यमंत्री योगी आदित्यनाथ के नेतृत्व में प्रदेश के सभी धार्मिक स्थलों का समग्र विकास कराया जा रहा है। उन्होंने क्षेत्रवासियों को महाशिवरात्रि पर्व की बधाई देते हुए कहा कि जनकल्याण की योजनाओं का लाभ हर पात्र व्यक्ति तक पहुंचाया जाएगा। इस मौके पर भाजपा कार्यकर्ता व बड़ी संख्या में श्रद्धालु मौजूद रहे। bbox=[576, 1025, 935, 1332]
article-devotees-bhetua bbox=[1135, 577, 1506, 816]
akhand-path-headline: महाशिवरात्रि के अवसर पर शुरू हुआ अखंड पाठ bbox=[1135, 93, 1261, 175]
bhetua-dateline: भेटुआ (अमेठी)। bbox=[1135, 646, 1201, 660]
brief-body: बुधवार को आनंदनगर जवाहरलाल पुत्र मिठाईलाल निवासी ग्राम सरायखेमा थाना मुंशीगंज जनपद अमेठी मय अभियुक्त शुभम कोरी पुत्र शिवकुमार कोरी निवासी ग्राम स्वयंबर उम्र 20 वर्ष, 1 देशी पिस्टल मय 2 जिन्दा कारतूस तथा 1 घायल पत्र के साथ थाना मुंशीगंज पर सुपुर्द कर सूचना दी गई कि उपरोक्त अभियुक्त ने वादी के साथ गाली-गलौज व जान से मारने की धमकी देते हुए मारपीट की। उक्त अभियुक्त को थाना मुंशीगंज पुलिस द्वारा कब्जे में लेकर एवं प्रार्थना पत्र पर कार्यवाही करते हुए मु0अ0सं0 26/25 धारा 115(2), 352, 351(3), 61 बीएनएस एवं 3/25 आर्म्स एक्ट पंजीकृत करते हुए अभियुक्त को समय करीब 07.00 बजे पुलिस हिरासत में लिया गया। थाना मुंशीगंज पुलिस द्वारा गिरफ्तार कर अभियुक्त को जेल भेज दिया गया। bbox=[12, 182, 180, 488]
photo-women-devotees-crowd bbox=[432, 1983, 653, 2207]
volleyball-subhead-2: राज्य स्तरीय महिला प्रतियोगिता में हरियाणा का दबदबा bbox=[200, 1500, 426, 1538]
masthead-title: वॉयस ऑफ लखनऊ bbox=[86, 22, 369, 65]
